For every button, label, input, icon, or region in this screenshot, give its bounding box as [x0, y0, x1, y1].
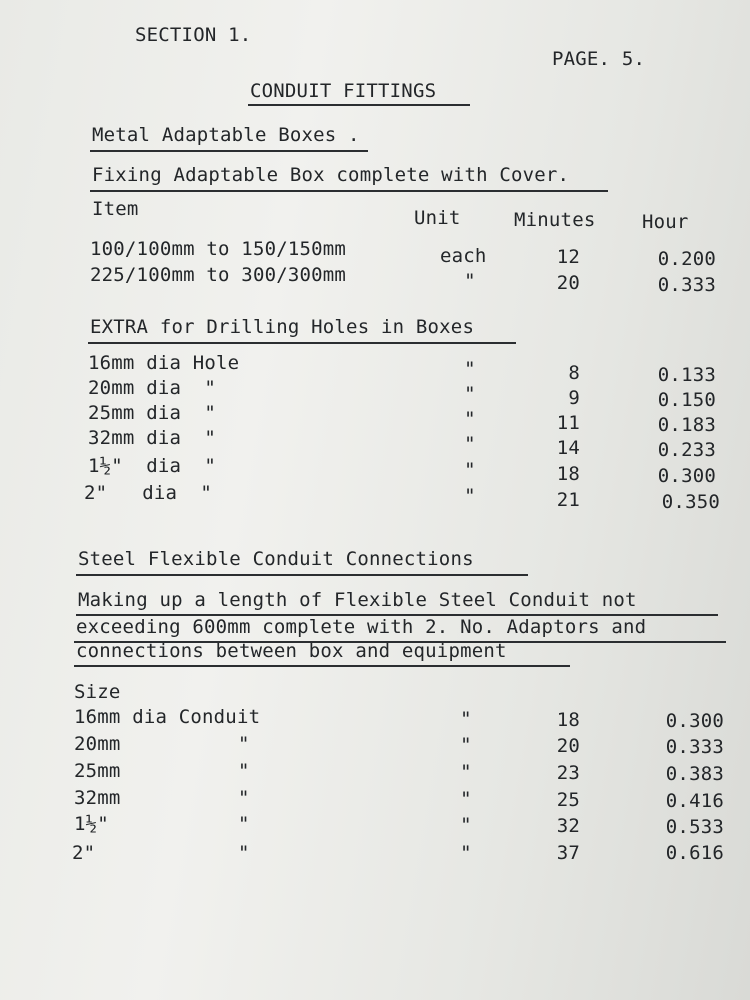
column-header-unit: Unit	[414, 207, 461, 229]
row-minutes: 20	[556, 272, 580, 294]
row-unit: "	[460, 708, 472, 730]
row-unit: "	[460, 734, 472, 756]
row-size: 32mm dia "	[88, 427, 217, 449]
row-size: 16mm dia Conduit	[74, 706, 261, 728]
row-unit: "	[464, 433, 476, 455]
row-unit: "	[464, 383, 476, 405]
row-minutes: 25	[556, 789, 580, 811]
row-hour: 0.350	[661, 491, 720, 513]
row-unit: "	[460, 842, 472, 864]
row-hour: 0.333	[665, 736, 724, 758]
row-minutes: 20	[556, 735, 580, 757]
row-hour: 0.616	[665, 842, 724, 864]
boxes-heading: Metal Adaptable Boxes .	[92, 124, 360, 146]
flexible-heading-underline	[76, 574, 528, 576]
row-size: 1½" dia "	[88, 455, 217, 477]
row-size: 2"	[72, 842, 96, 864]
row-hour: 0.533	[665, 816, 724, 838]
flexible-description-line: Making up a length of Flexible Steel Conduit not	[78, 589, 637, 611]
row-minutes: 11	[556, 412, 580, 434]
row-minutes: 18	[556, 463, 580, 485]
row-hour: 0.233	[657, 439, 716, 461]
row-ditto: "	[238, 787, 250, 809]
row-minutes: 14	[556, 437, 580, 459]
column-header-hour: Hour	[642, 211, 689, 233]
row-hour: 0.300	[657, 465, 716, 487]
row-unit: "	[460, 814, 472, 836]
row-unit: "	[460, 761, 472, 783]
row-size: 20mm	[74, 733, 121, 755]
row-item: 100/100mm to 150/150mm	[90, 238, 347, 260]
flexible-description-line: exceeding 600mm complete with 2. No. Adaptors and	[76, 616, 647, 638]
row-hour: 0.133	[657, 364, 716, 386]
section-label: SECTION 1.	[135, 24, 252, 46]
row-minutes: 18	[556, 709, 580, 731]
row-hour: 0.416	[665, 790, 724, 812]
row-size: 2" dia "	[84, 482, 213, 504]
row-unit: "	[464, 459, 476, 481]
row-size: 1½"	[74, 813, 109, 835]
flexible-heading: Steel Flexible Conduit Connections	[78, 548, 474, 570]
row-minutes: 21	[556, 489, 580, 511]
row-ditto: "	[238, 842, 250, 864]
page-title: CONDUIT FITTINGS	[250, 80, 437, 102]
column-header-minutes: Minutes	[514, 209, 596, 231]
row-size: 25mm dia "	[88, 402, 217, 424]
row-item: 225/100mm to 300/300mm	[90, 264, 347, 286]
row-size: 20mm dia "	[88, 377, 217, 399]
row-minutes: 23	[556, 762, 580, 784]
row-ditto: "	[238, 760, 250, 782]
flexible-description-line: connections between box and equipment	[76, 640, 507, 662]
drilling-heading-underline	[88, 342, 516, 344]
row-minutes: 9	[568, 387, 580, 409]
description-underline	[74, 665, 570, 667]
row-hour: 0.333	[657, 274, 716, 296]
drilling-heading: EXTRA for Drilling Holes in Boxes	[90, 316, 475, 338]
row-hour: 0.150	[657, 389, 716, 411]
row-ditto: "	[238, 733, 250, 755]
title-underline	[248, 104, 470, 106]
row-unit: "	[460, 788, 472, 810]
row-size: 25mm	[74, 760, 121, 782]
row-size: 16mm dia Hole	[88, 352, 240, 374]
row-unit: "	[464, 358, 476, 380]
row-unit: "	[464, 485, 476, 507]
size-label: Size	[74, 681, 121, 703]
column-header-item: Item	[92, 198, 139, 220]
row-minutes: 37	[556, 842, 580, 864]
row-minutes: 32	[556, 815, 580, 837]
row-hour: 0.383	[665, 763, 724, 785]
boxes-subheading-underline	[90, 190, 608, 192]
row-unit: each	[440, 245, 487, 267]
row-hour: 0.300	[665, 710, 724, 732]
row-hour: 0.183	[657, 414, 716, 436]
boxes-subheading: Fixing Adaptable Box complete with Cover.	[92, 164, 570, 186]
row-unit: "	[464, 408, 476, 430]
boxes-heading-underline	[90, 150, 368, 152]
page-number: PAGE. 5.	[552, 48, 646, 70]
row-ditto: "	[238, 813, 250, 835]
row-minutes: 12	[556, 246, 580, 268]
row-unit: "	[464, 270, 476, 292]
row-size: 32mm	[74, 787, 121, 809]
row-hour: 0.200	[657, 248, 716, 270]
row-minutes: 8	[568, 362, 580, 384]
